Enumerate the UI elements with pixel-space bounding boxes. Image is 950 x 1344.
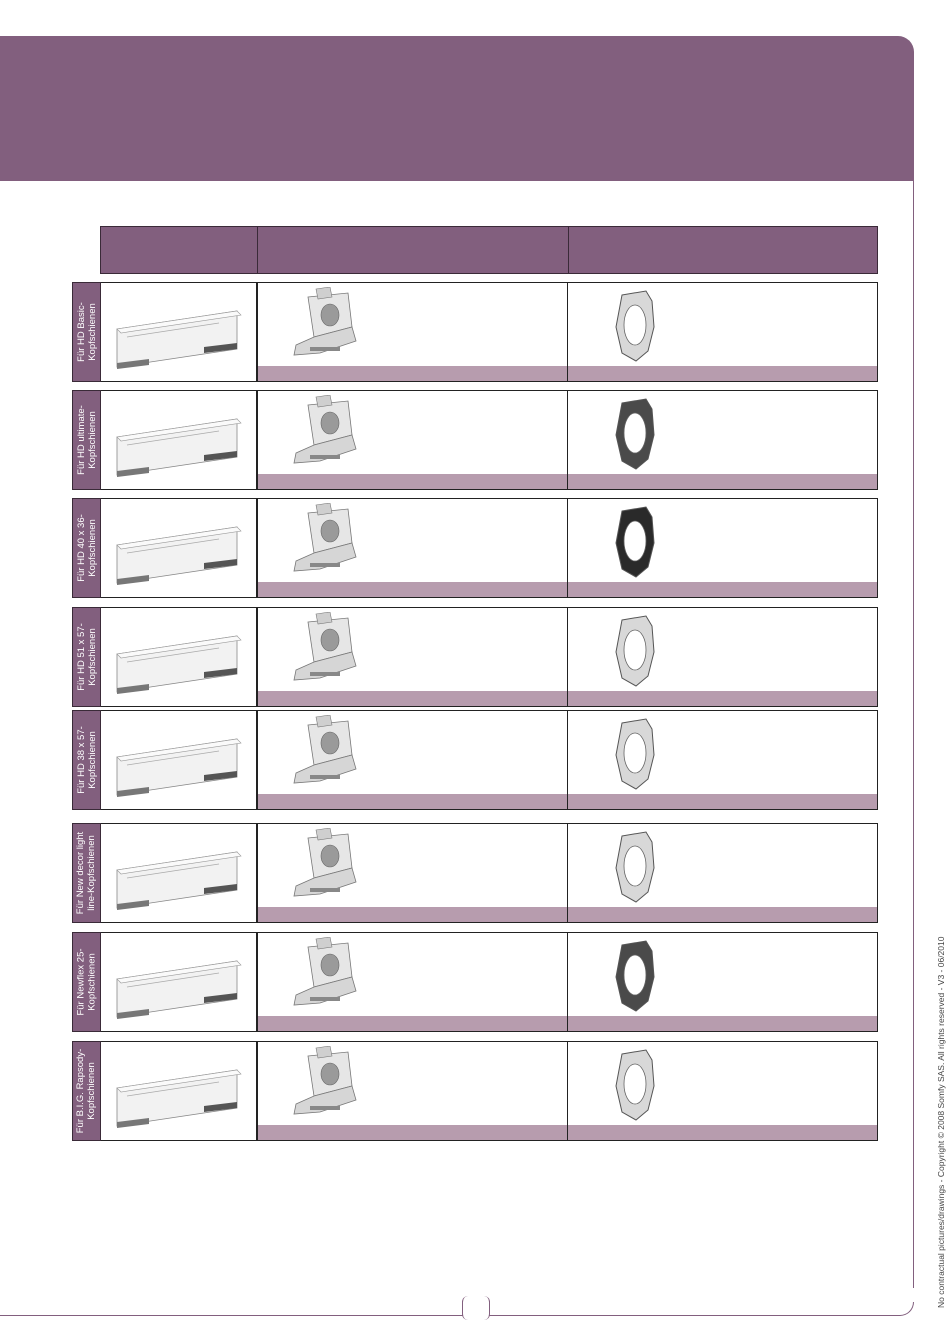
header-band xyxy=(0,36,914,181)
rail-end-cap-icon xyxy=(608,715,668,795)
caption-strip xyxy=(258,691,567,706)
adapter-image-cell xyxy=(257,390,568,490)
caption-strip xyxy=(258,907,567,922)
table-row xyxy=(72,932,878,1032)
row-label: Für HD 38 x 57- Kopfschienen xyxy=(75,726,98,794)
adapter-image-cell xyxy=(257,932,568,1032)
page-frame-bottom xyxy=(0,1302,914,1316)
adapter-image-cell xyxy=(257,710,568,810)
head-rail-icon xyxy=(109,301,249,371)
row-label: Für Newflex 25- Kopfschienen xyxy=(75,948,98,1016)
adapter-image-cell xyxy=(257,282,568,382)
page-frame-right xyxy=(910,181,914,1288)
row-label-cell xyxy=(72,390,101,490)
drive-adapter-icon xyxy=(290,828,370,908)
row-label-cell xyxy=(72,282,101,382)
caption-strip xyxy=(568,474,877,489)
rail-image-cell xyxy=(101,282,257,382)
table-column-header xyxy=(100,226,878,274)
head-rail-icon xyxy=(109,409,249,479)
rail-image-cell xyxy=(101,1041,257,1141)
drive-adapter-icon xyxy=(290,395,370,475)
row-label: Für HD 40 x 36- Kopfschienen xyxy=(75,514,98,582)
row-label-cell xyxy=(72,932,101,1032)
table-row xyxy=(72,1041,878,1141)
bracket-image-cell xyxy=(568,932,878,1032)
adapter-image-cell xyxy=(257,1041,568,1141)
end-bracket-ring-icon xyxy=(608,503,668,583)
bracket-image-cell xyxy=(568,390,878,490)
caption-strip xyxy=(568,794,877,809)
row-label-cell xyxy=(72,1041,101,1141)
rail-image-cell xyxy=(101,823,257,923)
end-bracket-ring-icon xyxy=(608,287,668,367)
table-row xyxy=(72,282,878,382)
rail-image-cell xyxy=(101,932,257,1032)
caption-strip xyxy=(568,691,877,706)
column-header-adapter xyxy=(258,227,569,273)
caption-strip xyxy=(258,1125,567,1140)
drive-adapter-icon xyxy=(290,715,370,795)
drive-adapter-icon xyxy=(290,287,370,367)
caption-strip xyxy=(258,474,567,489)
rail-image-cell xyxy=(101,607,257,707)
drive-adapter-icon xyxy=(290,612,370,692)
rail-image-cell xyxy=(101,498,257,598)
row-label: Für HD 51 x 57- Kopfschienen xyxy=(75,623,98,691)
caption-strip xyxy=(568,907,877,922)
row-label: Für B.I.G. Rapsody- Kopfschienen xyxy=(75,1048,98,1134)
row-label-cell xyxy=(72,823,101,923)
drive-adapter-icon xyxy=(290,503,370,583)
row-label-cell xyxy=(72,710,101,810)
head-rail-icon xyxy=(109,842,249,912)
table-row xyxy=(72,607,878,707)
bracket-image-cell xyxy=(568,498,878,598)
bracket-image-cell xyxy=(568,1041,878,1141)
adapter-image-cell xyxy=(257,607,568,707)
caption-strip xyxy=(568,582,877,597)
caption-strip xyxy=(258,794,567,809)
caption-strip xyxy=(258,582,567,597)
column-header-rail xyxy=(101,227,258,273)
table-row xyxy=(72,710,878,810)
end-bracket-ring-icon xyxy=(608,395,668,475)
caption-strip xyxy=(568,366,877,381)
head-rail-icon xyxy=(109,729,249,799)
bracket-image-cell xyxy=(568,282,878,382)
bracket-image-cell xyxy=(568,607,878,707)
head-rail-icon xyxy=(109,517,249,587)
drive-adapter-icon xyxy=(290,937,370,1017)
row-label: Für New decor light line-Kopfschienen xyxy=(75,831,98,915)
rail-image-cell xyxy=(101,710,257,810)
page-number-tab xyxy=(462,1296,490,1320)
row-label-cell xyxy=(72,498,101,598)
end-bracket-ring-icon xyxy=(608,937,668,1017)
adapter-image-cell xyxy=(257,823,568,923)
row-label: Für HD ultimate- Kopfschienen xyxy=(75,405,98,475)
rail-end-cap-icon xyxy=(608,612,668,692)
drive-adapter-icon xyxy=(290,1046,370,1126)
end-bracket-ring-icon xyxy=(608,1046,668,1126)
adapter-image-cell xyxy=(257,498,568,598)
caption-strip xyxy=(258,1016,567,1031)
end-plate-icon xyxy=(608,828,668,908)
bracket-image-cell xyxy=(568,710,878,810)
caption-strip xyxy=(258,366,567,381)
caption-strip xyxy=(568,1125,877,1140)
bracket-image-cell xyxy=(568,823,878,923)
caption-strip xyxy=(568,1016,877,1031)
row-label: Für HD Basic- Kopfschienen xyxy=(75,302,98,362)
table-row xyxy=(72,498,878,598)
head-rail-icon xyxy=(109,1060,249,1130)
head-rail-icon xyxy=(109,951,249,1021)
table-row xyxy=(72,390,878,490)
rail-image-cell xyxy=(101,390,257,490)
head-rail-icon xyxy=(109,626,249,696)
column-header-bracket xyxy=(569,227,877,273)
table-row xyxy=(72,823,878,923)
row-label-cell xyxy=(72,607,101,707)
copyright-note: No contractual pictures/drawings - Copyright © 2008 Somfy SAS. All rights reserved - V3 - 06/2010 xyxy=(936,936,946,1308)
